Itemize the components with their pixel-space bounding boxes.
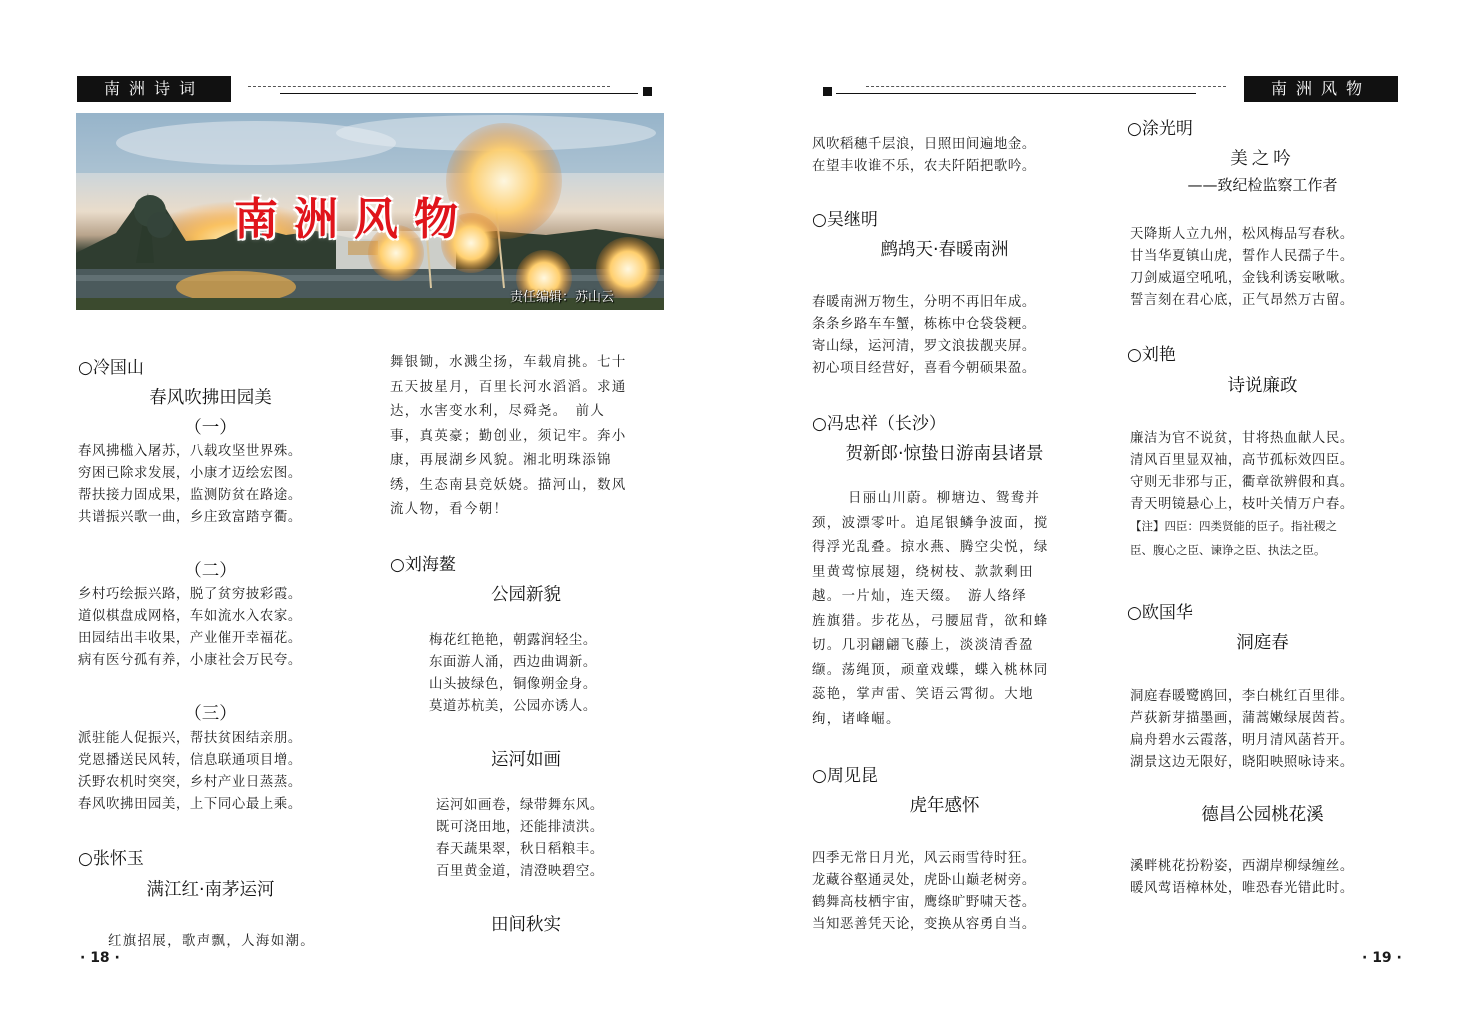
prose-line: 流人物，看今朝！ [390, 502, 509, 517]
poem-line: 山头披绿色，铜像朔金身。 [429, 677, 597, 692]
poem-body [429, 630, 597, 718]
poem-line: 寄山绿，运河清，罗文浪拔靓夹屏。 [812, 339, 1036, 354]
poem-line: 既可浇田地，还能排渍洪。 [436, 820, 604, 835]
poem-line: 溪畔桃花扮粉姿，西湖岸柳绿缠丝。 [1130, 859, 1354, 874]
prose-line: 日丽山川蔚。柳塘边、鸳鸯并 [848, 491, 1041, 506]
page-number-left: · 18 · [80, 950, 120, 966]
poem-line: 田园结出丰收果，产业催开幸福花。 [78, 631, 302, 646]
prose-line: 得浮光乱叠。掠水燕、腾空尖悦，绿 [812, 540, 1049, 555]
banner-photo [76, 113, 664, 310]
poem-line: 鹤舞高枝栖宇宙，鹰绦旷野啸天苍。 [812, 895, 1036, 910]
poem-line: 条条乡路车车蟹，栋栋中仓袋袋粳。 [812, 317, 1036, 332]
poem-line: 党恩播送民风转，信息联通项目增。 [78, 753, 302, 768]
footnote-line: 【注】四臣：四类贤能的臣子。指社稷之 [1130, 519, 1337, 533]
poem-line: 天降斯人立九州，松风梅品写春秋。 [1130, 227, 1354, 242]
poem-part-label: （三） [184, 704, 237, 724]
prose-line: 越。一片灿，连天缀。 游人络绎 [812, 589, 1028, 604]
prose-line: 达，水害变水利，尽舜尧。 前人 [390, 404, 606, 419]
poem-line: 共谱振兴歌一曲，乡庄致富踏亨衢。 [78, 510, 302, 525]
poem-line: 春暖南洲万物生，分明不再旧年成。 [812, 295, 1036, 310]
poem-title: 虎年感怀 [909, 796, 980, 816]
poem-line: 春天蔬果翠，秋日稻粮丰。 [436, 842, 604, 857]
banner-title: 南洲风物 [234, 194, 474, 245]
author-liu-yan: ○刘艳 [1127, 345, 1176, 365]
poem-line: 湖景这边无限好，晓阳映照咏诗来。 [1130, 755, 1354, 770]
poem-line: 莫道苏杭美，公园亦诱人。 [429, 699, 597, 714]
prose-body [812, 512, 1049, 733]
section-tab-left: 南洲诗词 [77, 76, 231, 102]
poem-title: 满江红·南茅运河 [146, 880, 275, 900]
prose-first-line [848, 487, 1040, 512]
poem-subtitle: ——致纪检监察工作者 [1187, 176, 1338, 194]
author-zhang-huaiyu: ○张怀玉 [78, 849, 144, 869]
author-zhou-jiankun: ○周见昆 [812, 766, 878, 786]
prose-line: 康，再展湖乡风貌。湘北明珠添锦 [390, 453, 612, 468]
poem-line: 青天明镜悬心上，枝叶关情万户春。 [1130, 497, 1354, 512]
prose-body [390, 351, 627, 523]
poem-line: 东面游人涌，西边曲调新。 [429, 655, 597, 670]
header-dotted-rule [248, 86, 610, 87]
poem-line: 乡村巧绘振兴路，脱了贫穷披彩霞。 [78, 587, 302, 602]
poem-line: 病有医兮孤有养，小康社会万民夸。 [78, 653, 302, 668]
author-leng-guoshan: ○冷国山 [78, 358, 144, 378]
prose-line: 舞银锄，水溅尘扬，车载肩挑。七十 [390, 355, 627, 370]
header-solid-rule [836, 93, 1196, 94]
prose-line: 缬。荡绳顶，顽童戏蝶，蝶入桃林同 [812, 662, 1049, 678]
poem-title: 洞庭春 [1236, 633, 1289, 653]
poem-body [812, 848, 1036, 936]
poem-line: 梅花红艳艳，朝露润轻尘。 [429, 633, 597, 648]
poem-line: 誓言刻在君心底，正气昂然万古留。 [1130, 293, 1354, 308]
poem-body [436, 795, 604, 883]
poem-body [1130, 428, 1354, 516]
poem-line: 刀剑威逼空吼吼，金钱利诱妄啾啾。 [1130, 271, 1354, 286]
prose-line: 颈，波漂零叶。追尾银鳞争波面，搅 [812, 515, 1049, 531]
poem-body [78, 441, 302, 529]
poem-line: 帮扶接力固成果，监测防贫在路途。 [78, 488, 302, 503]
header-solid-rule [280, 93, 638, 94]
header-square-marker [823, 87, 832, 96]
poem-body [1130, 224, 1354, 312]
poem-line: 风吹稻穗千层浪，日照田间遍地金。 [812, 137, 1036, 152]
poem-line: 清风百里显双袖，高节孤标效四臣。 [1130, 453, 1354, 468]
poem-line: 扁舟碧水云霞落，明月清风菡苔开。 [1130, 733, 1354, 748]
poem-body-continued [812, 134, 1036, 178]
poem-line: 廉洁为官不说贫，甘将热血献人民。 [1130, 431, 1354, 446]
header-dotted-rule [866, 86, 1226, 87]
poem-line: 沃野农机时突突，乡村产业日蒸蒸。 [78, 775, 302, 790]
poem-line: 四季无常日月光，风云雨雪待时狂。 [812, 851, 1036, 866]
poem-line: 芦荻新芽描墨画，蒲蒿嫩绿展茵苔。 [1130, 711, 1354, 726]
poem-line: 龙藏谷壑通灵处，虎卧山巅老树旁。 [812, 873, 1036, 888]
poem-line: 甘当华夏镇山虎，誓作人民孺子牛。 [1130, 249, 1354, 264]
poem-title: 德昌公园桃花溪 [1201, 805, 1324, 825]
poem-title: 田间秋实 [491, 915, 561, 935]
poem-part-label: （一） [184, 418, 237, 438]
prose-line: 绣，生态南县竞妖娆。描河山，数风 [390, 477, 627, 493]
poem-part-label: （二） [184, 561, 237, 581]
author-wu-jiming: ○吴继明 [812, 210, 878, 230]
poem-title: 春风吹拂田园美 [149, 388, 272, 408]
footnote-line: 臣、腹心之臣、谏诤之臣、执法之臣。 [1130, 543, 1326, 557]
poem-title: 鹧鸪天·春暖南洲 [880, 240, 1009, 260]
prose-line: 五天披星月，百里长河水滔滔。求通 [390, 379, 627, 395]
author-tu-guangming: ○涂光明 [1127, 119, 1193, 139]
poem-line: 洞庭春暖鹭鸥回，李白桃红百里徘。 [1130, 689, 1354, 704]
prose-line: 切。几羽翩翩飞藤上，淡淡清香盈 [812, 638, 1034, 653]
poem-line: 春风拂槛入屠苏，八载攻坚世界殊。 [78, 444, 302, 459]
author-liu-haiao: ○刘海鳌 [390, 555, 456, 575]
prose-line: 蕊艳，掌声雷、笑语云霄彻。大地 [812, 687, 1034, 702]
prose-line [108, 930, 315, 955]
poem-line: 运河如画卷，绿带舞东风。 [436, 798, 604, 813]
poem-title: 诗说廉政 [1227, 376, 1298, 396]
page-number-right: · 19 · [1362, 950, 1402, 966]
poem-line: 道似棋盘成网格，车如流水入农家。 [78, 609, 302, 624]
poem-line: 暖风莺语樟林处，唯恐春光错此时。 [1130, 881, 1354, 896]
poem-title: 贺新郎·惊蛰日游南县诸景 [845, 444, 1044, 464]
poem-line: 百里黄金道，清澄映碧空。 [436, 864, 604, 879]
poem-line: 春风吹拂田园美，上下同心最上乘。 [78, 797, 302, 812]
poem-title: 公园新貌 [491, 585, 561, 605]
editor-credit: 责任编辑：苏山云 [510, 290, 615, 305]
poem-line: 派驻能人促振兴，帮扶贫困结亲朋。 [78, 731, 302, 746]
poem-line: 当知恶善凭天论，变换从容勇自当。 [812, 917, 1036, 932]
poem-footnote [1130, 514, 1337, 562]
poem-title: 运河如画 [491, 750, 561, 770]
poem-body [812, 292, 1036, 380]
header-square-marker [643, 87, 652, 96]
prose-line: 里黄莺惊展翅，绕树枝、款款剩田 [812, 564, 1034, 580]
poem-line: 初心项目经营好，喜看今朝硕果盈。 [812, 361, 1036, 376]
poem-line: 穷困已除求发展，小康才迈绘宏图。 [78, 466, 302, 481]
poem-body [1130, 686, 1354, 774]
poem-line: 守则无非邪与正，衢章欲辨假和真。 [1130, 475, 1354, 490]
author-ou-guohua: ○欧国华 [1127, 603, 1193, 623]
poem-line: 在望丰收谁不乐，农夫阡陌把歌吟。 [812, 159, 1036, 174]
poem-body [1130, 856, 1354, 900]
poem-body [78, 728, 302, 816]
prose-line: 绚，诸峰崛。 [812, 711, 901, 727]
poem-body [78, 584, 302, 672]
author-feng-zhongxiang: ○冯忠祥（长沙） [812, 414, 946, 434]
prose-line: 事，真英豪；勤创业，须记牢。奔小 [390, 428, 627, 444]
prose-line: 旌旗猎。步花丛，弓腰屈背，欲和蜂 [812, 613, 1049, 629]
section-tab-right: 南洲风物 [1244, 76, 1398, 102]
prose-line-text: 红旗招展，歌声飘，人海如潮。 [108, 934, 316, 949]
poem-title: 美之吟 [1230, 149, 1295, 169]
